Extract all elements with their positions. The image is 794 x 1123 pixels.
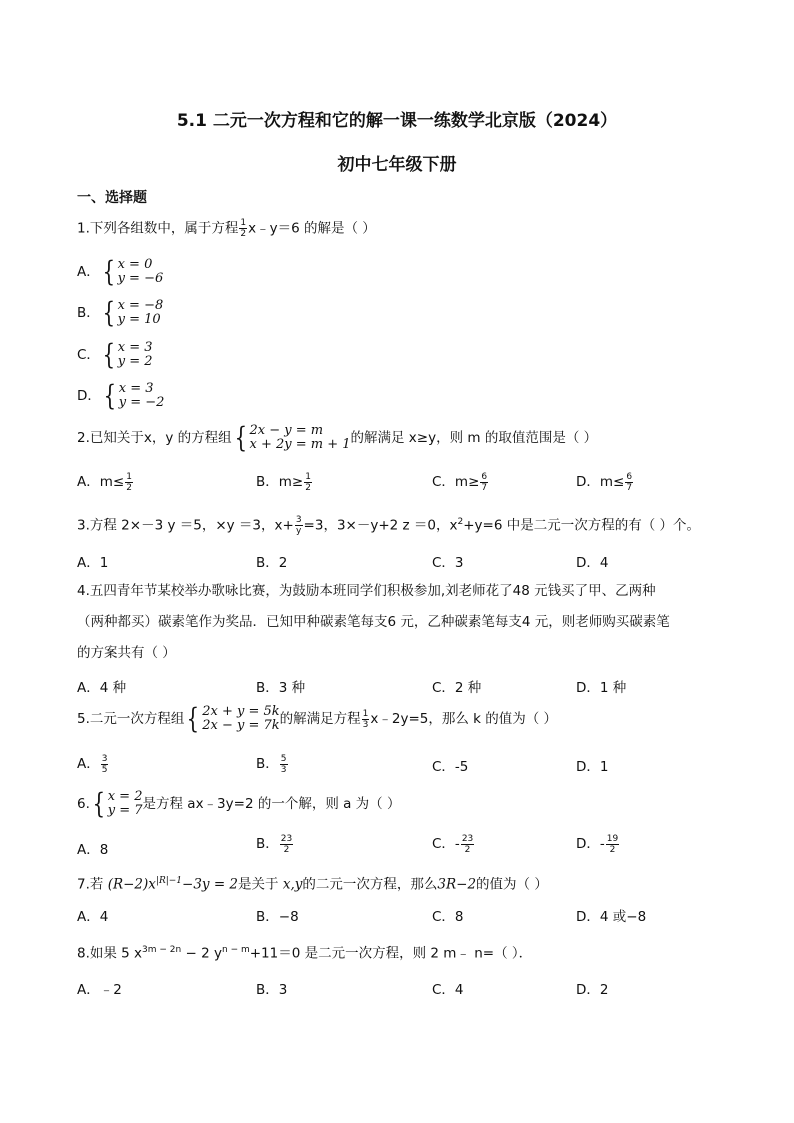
question-1-stem: 1.下列各组数中，属于方程 $\frac{1}{2}$ x﹣y＝6 的解是（ ） xyxy=(77,218,376,239)
question-8-option-a[interactable]: A．﹣2 xyxy=(77,982,122,998)
question-4-line-2: （两种都买）碳素笔作为奖品．已知甲种碳素笔每支6 元，乙种碳素笔每支4 元，则老师购买碳素笔 xyxy=(77,614,670,630)
question-6-option-c[interactable]: C．- $\frac{23}{2}$ xyxy=(432,833,474,855)
question-5-stem: 5.二元一次方程组{ 2x + y = 5k 2x − y = 7k 的解满足方程 $\frac{1}{3}$ x﹣2y=5，那么 k 的值为（ ） xyxy=(77,702,558,735)
question-6-stem: 6.{ x = 2 y = 7 是方程 ax﹣3y=2 的一个解，则 a 为（ ） xyxy=(77,787,401,820)
question-4-option-c[interactable]: C．2 种 xyxy=(432,680,482,696)
question-4-option-a[interactable]: A．4 种 xyxy=(77,680,127,696)
question-5-option-b[interactable]: B． $\frac{5}{3}$ xyxy=(256,753,287,775)
question-7-option-d[interactable]: D．4 或−8 xyxy=(576,909,647,925)
question-3-option-c[interactable]: C．3 xyxy=(432,555,464,571)
question-1-option-c[interactable]: C．{ x = 3 y = 2 xyxy=(77,338,153,371)
question-7-option-b[interactable]: B．−8 xyxy=(256,909,299,925)
question-3-option-b[interactable]: B．2 xyxy=(256,555,288,571)
question-1-option-a[interactable]: A．{ x = 0 y = −6 xyxy=(77,255,164,288)
question-5-option-d[interactable]: D．1 xyxy=(576,759,609,775)
fraction: $\frac{1}{2}$ xyxy=(240,218,247,239)
question-6-option-a[interactable]: A．8 xyxy=(77,842,109,858)
section-heading: 一、选择题 xyxy=(77,190,147,206)
question-2-option-b[interactable]: B．m≥ $\frac{1}{2}$ xyxy=(256,471,311,493)
question-6-option-b[interactable]: B． $\frac{23}{2}$ xyxy=(256,833,293,855)
question-5-option-c[interactable]: C．-5 xyxy=(432,759,469,775)
question-8-option-d[interactable]: D．2 xyxy=(576,982,609,998)
question-7-option-a[interactable]: A．4 xyxy=(77,909,109,925)
page-title: 5.1 二元一次方程和它的解一课一练数学北京版（2024） xyxy=(176,111,618,131)
question-7-stem: 7.若 $(R-2)x^{|R|-1}-3y = 2$是关于 x,y的二元一次方程，那么3R−2的值为（ ） xyxy=(77,876,548,893)
question-4-option-d[interactable]: D．1 种 xyxy=(576,680,627,696)
question-3-stem: 3.方程 2×－3 y ＝5，×y ＝3，x+ $\frac{3}{y}$ =3，3×－y+2 z ＝0，$x^2+y=6$ 中是二元一次方程的有（ ）个。 xyxy=(77,515,701,536)
question-2-option-a[interactable]: A．m≤ $\frac{1}{2}$ xyxy=(77,471,132,493)
question-4-line-3: 的方案共有（ ） xyxy=(77,645,176,661)
question-4-option-b[interactable]: B．3 种 xyxy=(256,680,306,696)
question-3-option-a[interactable]: A．1 xyxy=(77,555,109,571)
question-1-option-d[interactable]: D．{ x = 3 y = −2 xyxy=(77,379,165,412)
question-5-option-a[interactable]: A． $\frac{3}{5}$ xyxy=(77,753,108,775)
question-2-option-d[interactable]: D．m≤ $\frac{6}{7}$ xyxy=(576,471,633,493)
question-2-option-c[interactable]: C．m≥ $\frac{6}{7}$ xyxy=(432,471,488,493)
question-2-stem: 2.已知关于x，y 的方程组{ 2x − y = m x + 2y = m + 1 的解满足 x≥y，则 m 的取值范围是（ ） xyxy=(77,421,598,454)
question-8-option-c[interactable]: C．4 xyxy=(432,982,464,998)
question-6-option-d[interactable]: D．- $\frac{19}{2}$ xyxy=(576,833,619,855)
question-8-stem: 8.如果 5 $x^{3m - 2n} - 2$ $y^{n - m}+11=0$ 是二元一次方程，则 2 m﹣ n=（ ）． xyxy=(77,945,533,962)
question-8-option-b[interactable]: B．3 xyxy=(256,982,288,998)
question-1-option-b[interactable]: B．{ x = −8 y = 10 xyxy=(77,296,164,329)
question-4-line-1: 4.五四青年节某校举办歌咏比赛，为鼓励本班同学们积极参加,刘老师花了48 元钱买了甲、乙两种 xyxy=(77,583,656,599)
page-subtitle: 初中七年级下册 xyxy=(337,155,457,175)
question-3-option-d[interactable]: D．4 xyxy=(576,555,609,571)
question-7-option-c[interactable]: C．8 xyxy=(432,909,464,925)
